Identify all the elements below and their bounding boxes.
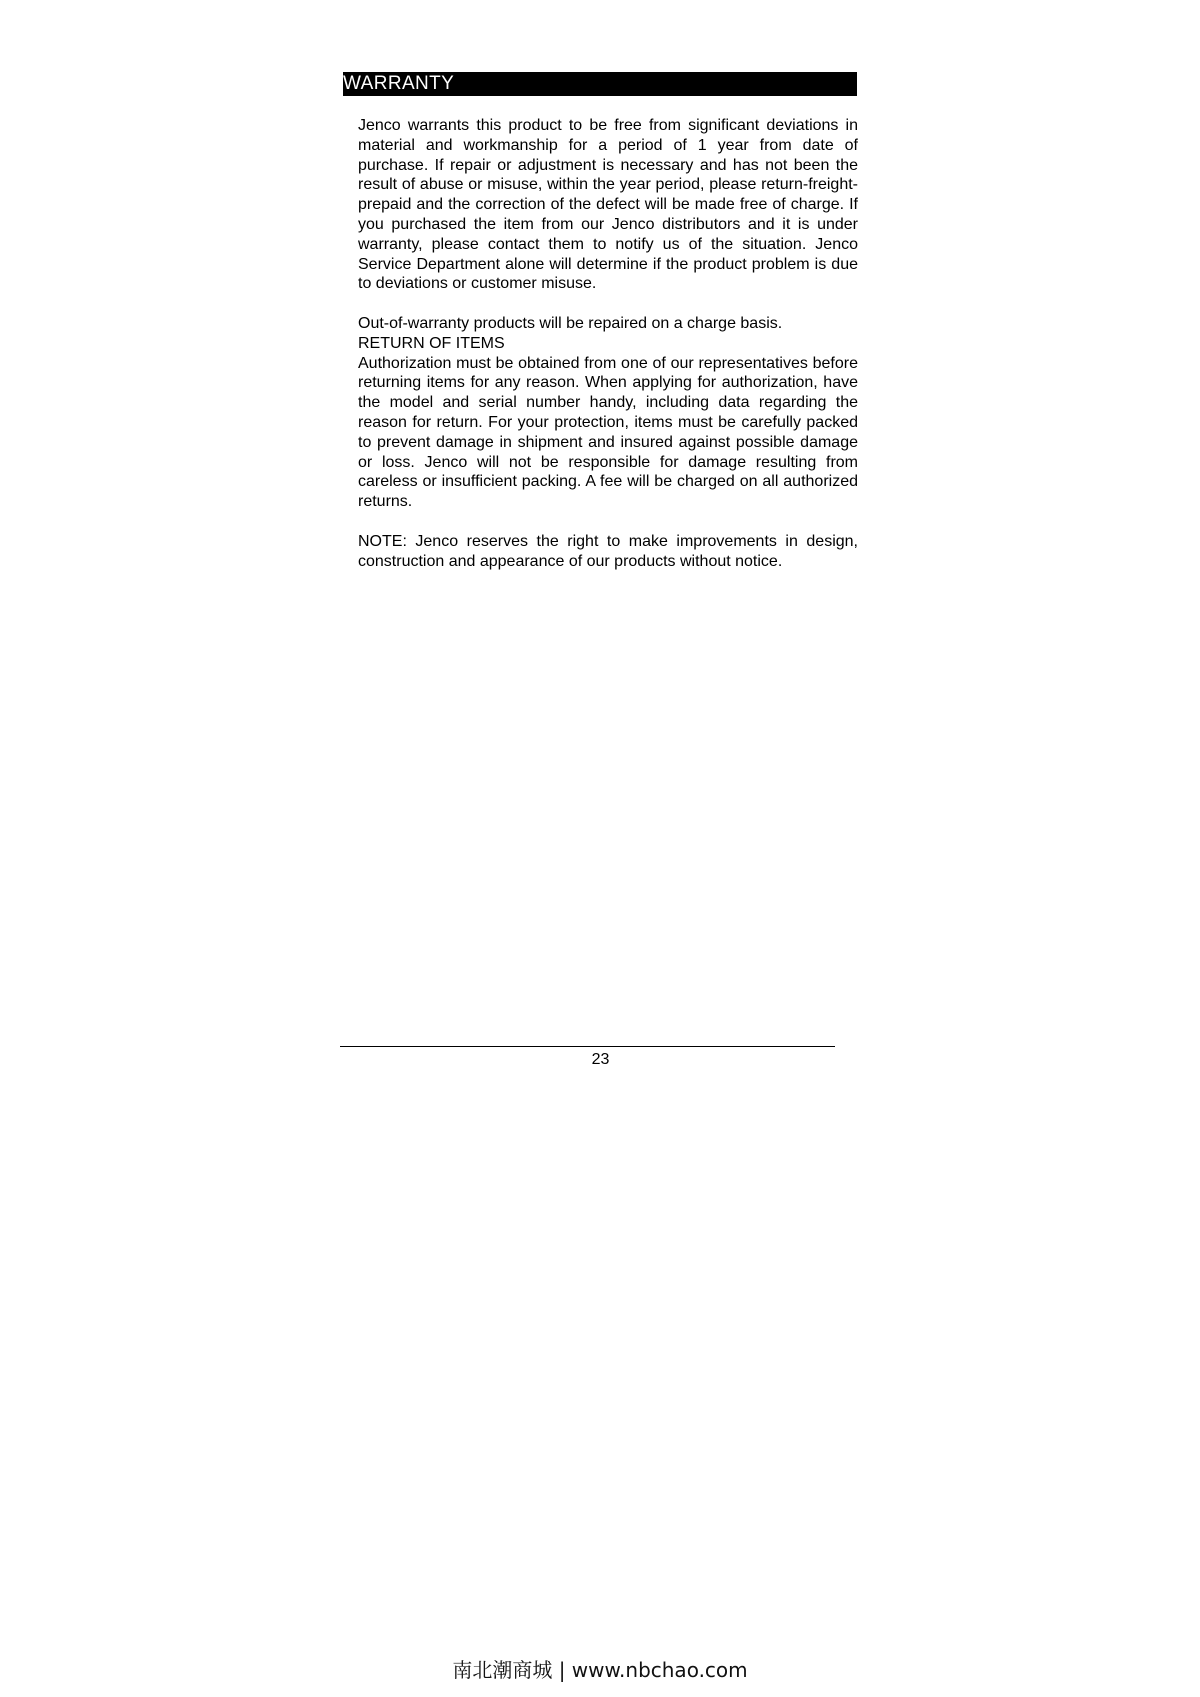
return-paragraph: Authorization must be obtained from one of our representatives before returning items for any reason. When applying for authorization, have the model and serial number handy, including data regarding the reason for return. For your protection, items must be carefully packed to prevent damage in shipment and insured against possible damage or loss. Jenco will not be responsible for damage resulting from careless or insufficient packing. A fee will be charged on all authorized returns. bbox=[358, 354, 858, 511]
page-number: 23 bbox=[591, 1051, 610, 1068]
note-paragraph: NOTE: Jenco reserves the right to make improvements in design, construction and appearance of our products without notice. bbox=[358, 532, 858, 570]
footer-divider bbox=[340, 1046, 835, 1047]
site-watermark: 南北潮商城 | www.nbchao.com bbox=[452, 1658, 748, 1682]
document-body bbox=[358, 116, 858, 571]
section-title-bar bbox=[343, 72, 857, 96]
warranty-paragraph: Jenco warrants this product to be free from significant deviations in material and workmanship for a period of 1 year from date of purchase. If repair or adjustment is necessary and has not been the result of abuse or misuse, within the year period, please return-freight-prepaid and the correction of the defect will be made free of charge. If you purchased the item from our Jenco distributors and it is under warranty, please contact them to notify us of the situation. Jenco Service Department alone will determine if the product problem is due to deviations or customer misuse. bbox=[358, 117, 858, 293]
out-of-warranty-line: Out-of-warranty products will be repaired on a charge basis. bbox=[358, 314, 783, 332]
section-title: WARRANTY bbox=[343, 73, 455, 94]
return-heading: RETURN OF ITEMS bbox=[358, 334, 505, 352]
